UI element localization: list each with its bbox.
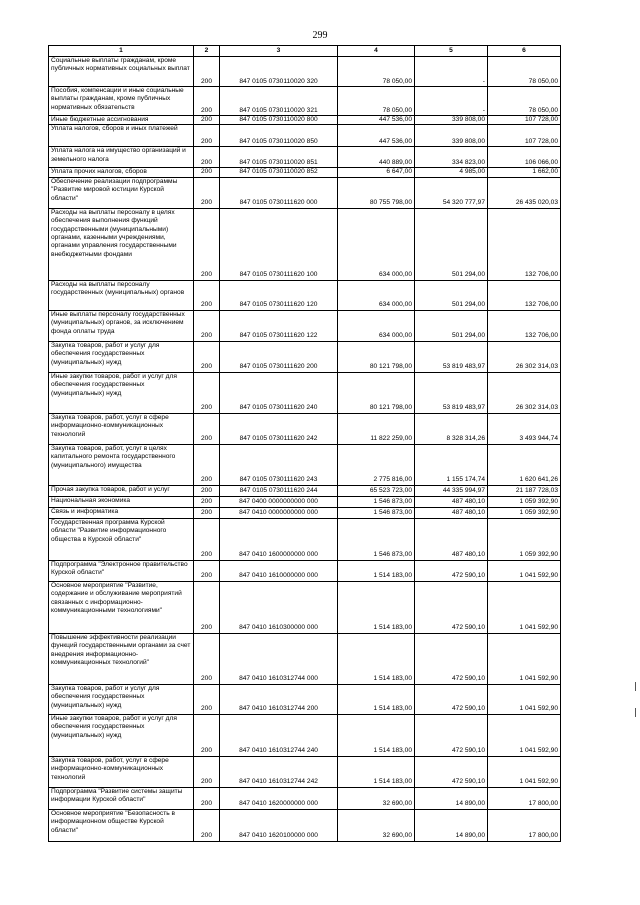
row-type-code: 200: [194, 444, 220, 485]
row-value-col4: 80 755 798,00: [338, 177, 415, 208]
table-row: [49, 756, 561, 787]
row-value-col4: 1 514 183,00: [338, 560, 415, 581]
row-name: Закупка товаров, работ и услуг для обеспечения государственных (муниципальных) нужд: [49, 684, 194, 714]
margin-mark: [635, 682, 636, 691]
row-budget-code: 847 0105 0730110020 320: [220, 57, 338, 87]
row-value-col4: 634 000,00: [338, 208, 415, 280]
row-value-col5: 53 819 483,97: [415, 372, 488, 413]
row-budget-code: 847 0105 0730111620 122: [220, 310, 338, 341]
row-name: Уплата налога на имущество организаций и земельного налога: [49, 147, 194, 168]
row-budget-code: 847 0400 0000000000 000: [220, 496, 338, 507]
row-value-col4: 1 514 183,00: [338, 714, 415, 756]
row-budget-code: 847 0105 0730110020 850: [220, 125, 338, 147]
row-value-col6: 17 800,00: [488, 787, 561, 809]
row-name: Закупка товаров, работ и услуг для обеспечения государственных (муниципальных) нужд: [49, 341, 194, 372]
row-value-col4: 11 822 259,00: [338, 413, 415, 444]
row-value-col4: 1 514 183,00: [338, 633, 415, 684]
row-value-col6: 17 800,00: [488, 809, 561, 841]
row-value-col4: 65 523 723,00: [338, 485, 415, 496]
row-type-code: 200: [194, 507, 220, 518]
row-budget-code: 847 0105 0730110020 800: [220, 116, 338, 125]
row-value-col5: 339 808,00: [415, 116, 488, 125]
row-value-col5: 14 890,00: [415, 787, 488, 809]
table-header-row: [49, 46, 561, 57]
row-budget-code: 847 0105 0730111620 243: [220, 444, 338, 485]
row-name: Обеспечение реализации подпрограммы "Развитие мировой юстиции Курской области": [49, 177, 194, 208]
row-type-code: 200: [194, 147, 220, 168]
row-value-col4: 78 050,00: [338, 87, 415, 116]
row-name: Повышение эффективности реализации функций государственными органами за счет внедрения информационно-коммуникационных технологий": [49, 633, 194, 684]
row-value-col6: 1 041 592,90: [488, 633, 561, 684]
row-type-code: 200: [194, 208, 220, 280]
column-header: 1: [49, 46, 194, 57]
table-row: [49, 413, 561, 444]
row-value-col5: 334 823,00: [415, 147, 488, 168]
row-value-col6: 26 302 314,03: [488, 341, 561, 372]
row-type-code: 200: [194, 581, 220, 633]
table-row: [49, 518, 561, 560]
row-value-col4: 634 000,00: [338, 310, 415, 341]
row-value-col4: 80 121 798,00: [338, 372, 415, 413]
row-value-col6: 1 041 592,90: [488, 560, 561, 581]
row-value-col5: 53 819 483,97: [415, 341, 488, 372]
column-header: 6: [488, 46, 561, 57]
row-type-code: 200: [194, 341, 220, 372]
row-value-col6: 1 041 592,90: [488, 684, 561, 714]
row-name: Расходы на выплаты персоналу государственных (муниципальных) органов: [49, 280, 194, 310]
row-name: Связь и информатика: [49, 507, 194, 518]
table-row: [49, 168, 561, 177]
row-value-col6: 1 041 592,90: [488, 756, 561, 787]
table-row: [49, 496, 561, 507]
row-value-col4: 32 690,00: [338, 809, 415, 841]
row-name: Основное мероприятие "Развитие, содержание и обслуживание мероприятий связанных с информационно-коммуникационными технологиями": [49, 581, 194, 633]
row-type-code: 200: [194, 57, 220, 87]
row-budget-code: 847 0105 0730111620 000: [220, 177, 338, 208]
table-row: [49, 125, 561, 147]
row-value-col5: 501 294,00: [415, 310, 488, 341]
row-type-code: 200: [194, 310, 220, 341]
row-value-col4: 1 514 183,00: [338, 756, 415, 787]
row-budget-code: 847 0105 0730111620 120: [220, 280, 338, 310]
row-value-col6: 26 435 020,03: [488, 177, 561, 208]
row-name: Иные закупки товаров, работ и услуг для обеспечения государственных (муниципальных) нужд: [49, 714, 194, 756]
row-type-code: 200: [194, 280, 220, 310]
table-row: [49, 341, 561, 372]
row-value-col4: 1 546 873,00: [338, 507, 415, 518]
row-type-code: 200: [194, 787, 220, 809]
row-value-col6: 132 706,00: [488, 208, 561, 280]
row-budget-code: 847 0410 1610000000 000: [220, 560, 338, 581]
table-row: [49, 372, 561, 413]
row-type-code: 200: [194, 518, 220, 560]
row-name: Иные закупки товаров, работ и услуг для обеспечения государственных (муниципальных) нужд: [49, 372, 194, 413]
row-type-code: 200: [194, 116, 220, 125]
table-row: [49, 57, 561, 87]
row-type-code: 200: [194, 496, 220, 507]
row-name: Расходы на выплаты персоналу в целях обеспечения выполнения функций государственными (муниципальными) органами, казенными учреждениями, органами управления государственными внебюджетными фондами: [49, 208, 194, 280]
row-value-col6: 107 728,00: [488, 125, 561, 147]
table-row: [49, 116, 561, 125]
row-value-col5: 472 590,10: [415, 684, 488, 714]
table-row: [49, 684, 561, 714]
row-value-col4: 1 546 873,00: [338, 518, 415, 560]
row-value-col4: 6 647,00: [338, 168, 415, 177]
row-type-code: 200: [194, 560, 220, 581]
row-name: Уплата налогов, сборов и иных платежей: [49, 125, 194, 147]
row-budget-code: 847 0105 0730111620 242: [220, 413, 338, 444]
row-value-col4: 2 775 816,00: [338, 444, 415, 485]
row-value-col5: 472 590,10: [415, 633, 488, 684]
row-name: Закупка товаров, работ, услуг в сфере информационно-коммуникационных технологий: [49, 756, 194, 787]
row-value-col6: 1 059 392,90: [488, 518, 561, 560]
row-type-code: 200: [194, 756, 220, 787]
row-value-col6: 78 050,00: [488, 57, 561, 87]
table-row: [49, 147, 561, 168]
table-row: [49, 444, 561, 485]
row-value-col4: 1 514 183,00: [338, 581, 415, 633]
row-value-col5: 487 480,10: [415, 496, 488, 507]
row-budget-code: 847 0410 0000000000 000: [220, 507, 338, 518]
table-row: [49, 714, 561, 756]
row-value-col5: 14 890,00: [415, 809, 488, 841]
row-value-col5: 472 590,10: [415, 756, 488, 787]
row-budget-code: 847 0410 1620000000 000: [220, 787, 338, 809]
table-row: [49, 310, 561, 341]
row-name: Пособия, компенсации и иные социальные выплаты гражданам, кроме публичных нормативных обязательств: [49, 87, 194, 116]
table-row: [49, 581, 561, 633]
column-header: 5: [415, 46, 488, 57]
row-budget-code: 847 0105 0730110020 851: [220, 147, 338, 168]
row-value-col5: 501 294,00: [415, 208, 488, 280]
row-value-col6: 78 050,00: [488, 87, 561, 116]
row-name: Закупка товаров, работ, услуг в целях капитального ремонта государственного (муниципального) имущества: [49, 444, 194, 485]
row-value-col5: 54 320 777,97: [415, 177, 488, 208]
row-value-col6: 1 041 592,90: [488, 581, 561, 633]
row-type-code: 200: [194, 168, 220, 177]
row-value-col5: -: [415, 57, 488, 87]
row-value-col5: 487 480,10: [415, 507, 488, 518]
row-type-code: 200: [194, 684, 220, 714]
row-value-col4: 32 690,00: [338, 787, 415, 809]
row-name: Подпрограмма "Электронное правительство Курской области": [49, 560, 194, 581]
row-budget-code: 847 0105 0730111620 244: [220, 485, 338, 496]
column-header: 4: [338, 46, 415, 57]
row-budget-code: 847 0410 1610312744 242: [220, 756, 338, 787]
table-row: [49, 633, 561, 684]
row-value-col5: 487 480,10: [415, 518, 488, 560]
row-type-code: 200: [194, 125, 220, 147]
budget-table: [48, 45, 561, 842]
table-row: [49, 280, 561, 310]
row-value-col5: 472 590,10: [415, 560, 488, 581]
row-value-col6: 1 662,00: [488, 168, 561, 177]
row-value-col5: 44 335 994,97: [415, 485, 488, 496]
row-type-code: 200: [194, 633, 220, 684]
column-header: 2: [194, 46, 220, 57]
row-value-col4: 447 536,00: [338, 125, 415, 147]
row-name: Уплата прочих налогов, сборов: [49, 168, 194, 177]
table-row: [49, 208, 561, 280]
row-value-col6: 106 066,00: [488, 147, 561, 168]
row-budget-code: 847 0410 1600000000 000: [220, 518, 338, 560]
table-row: [49, 87, 561, 116]
row-budget-code: 847 0410 1610312744 240: [220, 714, 338, 756]
row-type-code: 200: [194, 714, 220, 756]
row-value-col5: 501 294,00: [415, 280, 488, 310]
row-budget-code: 847 0410 1610312744 200: [220, 684, 338, 714]
row-budget-code: 847 0410 1610312744 000: [220, 633, 338, 684]
row-name: Прочая закупка товаров, работ и услуг: [49, 485, 194, 496]
row-name: Подпрограмма "Развитие системы защиты информации Курской области": [49, 787, 194, 809]
row-type-code: 200: [194, 413, 220, 444]
row-budget-code: 847 0410 1620100000 000: [220, 809, 338, 841]
table-row: [49, 809, 561, 841]
row-name: Иные выплаты персоналу государственных (муниципальных) органов, за исключением фонда оплаты труда: [49, 310, 194, 341]
row-budget-code: 847 0105 0730111620 200: [220, 341, 338, 372]
row-value-col6: 132 706,00: [488, 280, 561, 310]
row-value-col6: 1 620 641,26: [488, 444, 561, 485]
row-name: Государственная программа Курской области "Развитие информационного общества в Курской области": [49, 518, 194, 560]
row-name: Иные бюджетные ассигнования: [49, 116, 194, 125]
row-budget-code: 847 0105 0730110020 852: [220, 168, 338, 177]
row-value-col4: 78 050,00: [338, 57, 415, 87]
row-value-col6: 132 706,00: [488, 310, 561, 341]
row-value-col5: 8 328 314,26: [415, 413, 488, 444]
row-value-col6: 107 728,00: [488, 116, 561, 125]
row-value-col6: 1 059 392,90: [488, 507, 561, 518]
page-number: 299: [312, 30, 328, 41]
row-value-col5: 1 155 174,74: [415, 444, 488, 485]
table-row: [49, 177, 561, 208]
row-name: Социальные выплаты гражданам, кроме публичных нормативных социальных выплат: [49, 57, 194, 87]
row-value-col6: 1 059 392,90: [488, 496, 561, 507]
row-value-col4: 1 514 183,00: [338, 684, 415, 714]
margin-mark: [635, 708, 636, 717]
row-name: Закупка товаров, работ, услуг в сфере информационно-коммуникационных технологий: [49, 413, 194, 444]
table-row: [49, 485, 561, 496]
table-row: [49, 507, 561, 518]
row-value-col5: -: [415, 87, 488, 116]
row-type-code: 200: [194, 177, 220, 208]
row-value-col4: 447 536,00: [338, 116, 415, 125]
row-value-col6: 26 302 314,03: [488, 372, 561, 413]
table-row: [49, 560, 561, 581]
row-value-col5: 472 590,10: [415, 714, 488, 756]
row-type-code: 200: [194, 372, 220, 413]
row-type-code: 200: [194, 809, 220, 841]
row-value-col5: 4 985,00: [415, 168, 488, 177]
row-value-col6: 1 041 592,90: [488, 714, 561, 756]
row-value-col4: 440 889,00: [338, 147, 415, 168]
column-header: 3: [220, 46, 338, 57]
row-budget-code: 847 0410 1610300000 000: [220, 581, 338, 633]
row-value-col4: 634 000,00: [338, 280, 415, 310]
row-budget-code: 847 0105 0730111620 100: [220, 208, 338, 280]
row-type-code: 200: [194, 485, 220, 496]
table-row: [49, 787, 561, 809]
row-value-col4: 80 121 798,00: [338, 341, 415, 372]
row-name: Основное мероприятие "Безопасность в информационном обществе Курской области": [49, 809, 194, 841]
row-type-code: 200: [194, 87, 220, 116]
row-value-col5: 339 808,00: [415, 125, 488, 147]
row-name: Национальная экономика: [49, 496, 194, 507]
row-value-col6: 21 187 728,03: [488, 485, 561, 496]
row-budget-code: 847 0105 0730111620 240: [220, 372, 338, 413]
row-value-col5: 472 590,10: [415, 581, 488, 633]
row-value-col4: 1 546 873,00: [338, 496, 415, 507]
row-value-col6: 3 493 944,74: [488, 413, 561, 444]
row-budget-code: 847 0105 0730110020 321: [220, 87, 338, 116]
